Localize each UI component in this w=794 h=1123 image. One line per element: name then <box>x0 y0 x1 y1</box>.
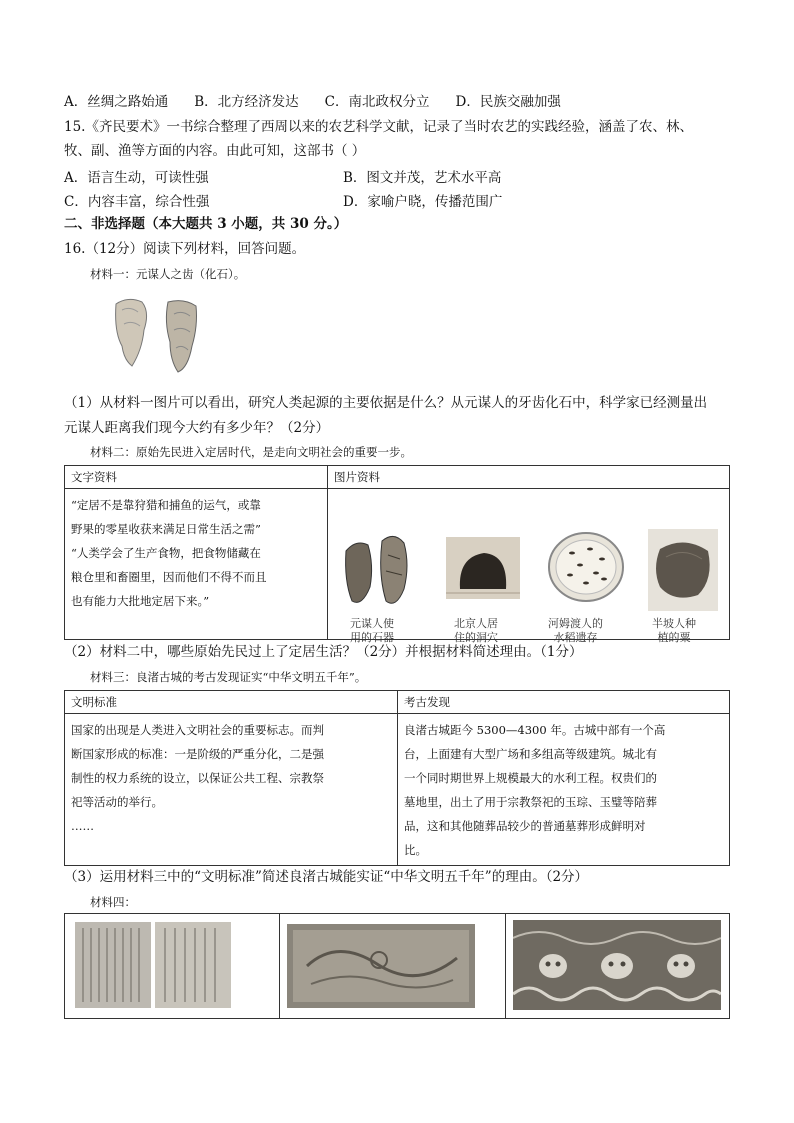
m3-head-left: 文明标准 <box>65 691 398 714</box>
cave-image <box>446 537 520 602</box>
q14-option-d: D．民族交融加强 <box>455 94 561 110</box>
m2-text-line: “人类学会了生产食物，把食物储藏在 <box>71 546 261 560</box>
q15-stem-line2: 牧、副、渔等方面的内容。由此可知，这部书（ ） <box>64 143 366 159</box>
material3-table <box>64 690 730 866</box>
sub1-line2: 元谋人距离我们现今大约有多少年？（2分） <box>64 420 330 436</box>
tooth-fossil-image <box>108 296 208 382</box>
ancient-book-image <box>75 922 235 1012</box>
m2-text-cell <box>65 489 328 640</box>
material3-label: 材料三：良渚古城的考古发现证实“中华文明五千年”。 <box>90 670 367 684</box>
q15-option-a: A．语言生动，可读性强 <box>64 170 209 186</box>
q15-option-b: B．图文并茂，艺术水平高 <box>343 170 502 186</box>
material2-table <box>64 465 730 644</box>
m2-text-line: 也有能力大批地定居下来。” <box>71 594 210 608</box>
material4-image-strip <box>64 913 730 1019</box>
material1-label: 材料一：元谋人之齿（化石）。 <box>90 267 246 281</box>
material4-label: 材料四： <box>90 895 136 909</box>
m3-discovery-cell <box>398 714 730 866</box>
m3-right-line: 品，这和其他随葬品较少的普通墓葬形成鲜明对 <box>404 819 646 833</box>
q15-option-c: C．内容丰富，综合性强 <box>64 194 210 210</box>
caption-rice-remains: 河姆渡人的 水稻遗存 <box>548 617 603 644</box>
decorative-pattern-image <box>513 920 721 1014</box>
m3-left-line: …… <box>71 819 94 833</box>
millet-image <box>648 529 718 614</box>
sub2: （2）材料二中，哪些原始先民过上了定居生活？（2分）并根据材料简述理由。（1分） <box>64 644 583 660</box>
caption-stone-tool: 元谋人使 用的石器 <box>350 617 394 644</box>
m2-head-right: 图片资料 <box>328 466 730 489</box>
material2-label: 材料二：原始先民进入定居时代，是走向文明社会的重要一步。 <box>90 445 412 459</box>
q14-option-b: B．北方经济发达 <box>194 94 299 110</box>
m2-text-line: “定居不是靠狩猎和捕鱼的运气，或靠 <box>71 498 261 512</box>
m3-right-line: 墓地里，出土了用于宗教祭祀的玉琮、玉璧等陪葬 <box>404 795 657 809</box>
q15-stem-line1: 15.《齐民要术》一书综合整理了西周以来的农艺科学文献，记录了当时农艺的实践经验，涵盖了农、林、 <box>64 119 693 135</box>
m3-standard-cell <box>65 714 398 866</box>
m3-left-line: 国家的出现是人类进入文明社会的重要标志。而判 <box>71 723 324 737</box>
caption-cave: 北京人居 住的洞穴 <box>454 617 498 644</box>
m2-text-line: 粮仓里和畜圈里，因而他们不得不而且 <box>71 570 267 584</box>
q14-options <box>64 93 744 111</box>
section2-title: 二、非选择题（本大题共 3 小题，共 30 分。） <box>64 216 348 232</box>
sub3: （3）运用材料三中的“文明标准”简述良渚古城能实证“中华文明五千年”的理由。（2分） <box>64 869 589 885</box>
m2-image-cell <box>328 489 730 644</box>
m3-right-line: 台，上面建有大型广场和多组高等级建筑。城北有 <box>404 747 657 761</box>
rice-remains-image <box>546 529 626 608</box>
stone-tool-image <box>340 531 416 614</box>
m2-text-line: 野果的零星收获来满足日常生活之需” <box>71 522 261 536</box>
q16-stem: 16.（12分）阅读下列材料，回答问题。 <box>64 241 306 257</box>
m3-head-right: 考古发现 <box>398 691 730 714</box>
m3-left-line: 制性的权力系统的设立，以保证公共工程、宗教祭 <box>71 771 324 785</box>
caption-millet: 半坡人种 植的粟 <box>652 617 696 644</box>
m2-head-left: 文字资料 <box>65 466 328 489</box>
m3-left-line: 祀等活动的举行。 <box>71 795 163 809</box>
q14-option-a: A．丝绸之路始通 <box>64 94 169 110</box>
sub1-line1: （1）从材料一图片可以看出，研究人类起源的主要依据是什么？从元谋人的牙齿化石中，科学家已经测量出 <box>64 395 708 411</box>
m3-left-line: 断国家形成的标准：一是阶级的严重分化，二是强 <box>71 747 324 761</box>
q14-option-c: C．南北政权分立 <box>324 94 430 110</box>
q15-option-d: D．家喻户晓，传播范围广 <box>343 194 503 210</box>
m3-right-line: 良渚古城距今 5300—4300 年。古城中部有一个高 <box>404 723 666 737</box>
stone-relief-image <box>287 924 475 1012</box>
m3-right-line: 比。 <box>404 843 427 857</box>
m3-right-line: 一个同时期世界上规模最大的水利工程。权贵们的 <box>404 771 657 785</box>
